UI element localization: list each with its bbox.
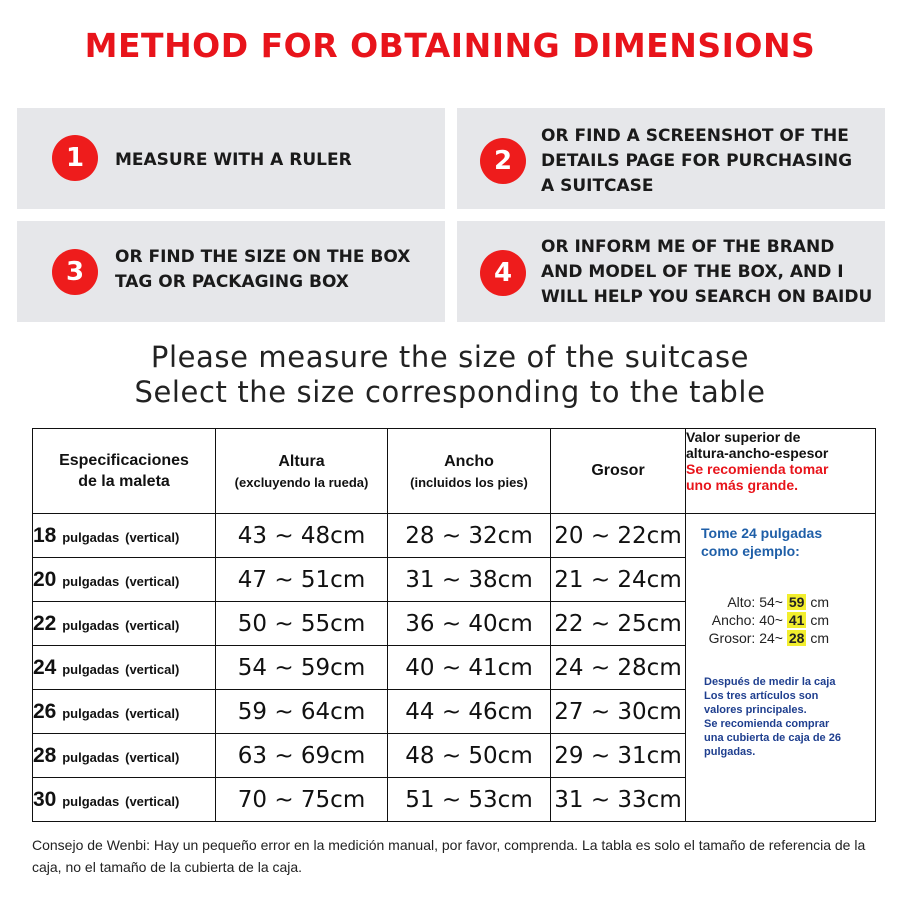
depth-value: 21 ~ 24cm [551, 558, 686, 602]
subtitle-measure: Please measure the size of the suitcase [150, 340, 750, 374]
height-value: 43 ~ 48cm [216, 514, 388, 558]
size-orientation: (vertical) [125, 573, 180, 589]
example-alto-label: Alto: 54~ [727, 594, 783, 610]
header-width-note: (incluidos los pies) [410, 474, 528, 490]
width-value: 40 ~ 41cm [388, 646, 551, 690]
header-height-label: Altura [278, 452, 325, 470]
size-label [33, 558, 216, 602]
example-recommendation-line-3: valores principales. [704, 704, 807, 716]
depth-value: 31 ~ 33cm [551, 778, 686, 822]
example-ancho-unit: cm [810, 612, 829, 628]
header-note-line-1: Valor superior de [686, 429, 801, 445]
size-label [33, 778, 216, 822]
header-note-line-2: altura-ancho-espesor [686, 445, 829, 461]
size-unit: pulgadas [62, 705, 120, 721]
method-text-1: MEASURE WITH A RULER [115, 150, 352, 170]
depth-value: 27 ~ 30cm [551, 690, 686, 734]
depth-value: 24 ~ 28cm [551, 646, 686, 690]
header-width-label: Ancho [444, 452, 494, 470]
example-ancho-label: Ancho: 40~ [711, 612, 783, 628]
height-value: 54 ~ 59cm [216, 646, 388, 690]
size-orientation: (vertical) [125, 749, 180, 765]
method-number-4: 4 [480, 250, 526, 296]
example-title-line-1: Tome 24 pulgadas [701, 525, 823, 541]
width-value: 28 ~ 32cm [388, 514, 551, 558]
size-inches: 18 [33, 523, 57, 547]
size-unit: pulgadas [62, 793, 120, 809]
example-grosor-value: 28 [788, 630, 805, 646]
size-inches: 22 [33, 611, 57, 635]
example-grosor [686, 629, 875, 647]
size-unit: pulgadas [62, 573, 120, 589]
depth-value: 22 ~ 25cm [551, 602, 686, 646]
height-value: 63 ~ 69cm [216, 734, 388, 778]
size-label [33, 514, 216, 558]
method-text-4 [541, 235, 872, 310]
width-value: 36 ~ 40cm [388, 602, 551, 646]
header-note-red-2: uno más grande. [686, 477, 799, 493]
example-alto-unit: cm [810, 594, 829, 610]
header-height [216, 429, 388, 514]
method-number-3: 3 [52, 249, 98, 295]
size-label [33, 646, 216, 690]
method-number-1: 1 [52, 135, 98, 181]
width-value: 48 ~ 50cm [388, 734, 551, 778]
height-value: 59 ~ 64cm [216, 690, 388, 734]
example-ancho-value: 41 [788, 612, 805, 628]
method-number-2: 2 [480, 138, 526, 184]
example-title-line-2: como ejemplo: [701, 543, 800, 559]
size-unit: pulgadas [62, 529, 120, 545]
header-spec-line-2: de la maleta [78, 473, 170, 490]
example-grosor-unit: cm [810, 630, 829, 646]
header-note-red-1: Se recomienda tomar [686, 461, 829, 477]
example-values [686, 593, 875, 647]
width-value: 51 ~ 53cm [388, 778, 551, 822]
method-text-2-line-3: A SUITCASE [541, 176, 654, 196]
method-text-3-line-1: OR FIND THE SIZE ON THE BOX [115, 247, 411, 267]
example-recommendation-line-5: una cubierta de caja de 26 [704, 732, 841, 744]
footnote: Consejo de Wenbi: Hay un pequeño error en la medición manual, por favor, comprenda. La tabla es solo el tamaño de referencia de la caja, no el tamaño de la cubierta de la caja. [32, 837, 866, 875]
example-recommendation-line-2: Los tres artículos son [704, 690, 819, 702]
method-card-1 [17, 108, 445, 209]
size-orientation: (vertical) [125, 529, 180, 545]
method-text-2-line-1: OR FIND A SCREENSHOT OF THE [541, 126, 849, 146]
header-spec [33, 429, 216, 514]
size-inches: 26 [33, 699, 57, 723]
size-table [32, 428, 876, 822]
method-card-4 [457, 221, 885, 322]
size-inches: 24 [33, 655, 57, 679]
header-height-note: (excluyendo la rueda) [234, 474, 369, 490]
example-recommendation-line-6: pulgadas. [704, 746, 756, 758]
example-ancho [686, 611, 875, 629]
example-recommendation-line-1: Después de medir la caja [704, 676, 836, 688]
method-text-2-line-2: DETAILS PAGE FOR PURCHASING [541, 151, 853, 171]
width-value: 31 ~ 38cm [388, 558, 551, 602]
table-header-row [33, 429, 876, 514]
size-label [33, 734, 216, 778]
method-text-3-line-2: TAG OR PACKAGING BOX [115, 272, 349, 292]
size-orientation: (vertical) [125, 705, 180, 721]
table-body [33, 514, 876, 822]
method-text-4-line-3: WILL HELP YOU SEARCH ON BAIDU [541, 287, 873, 307]
example-title [701, 524, 875, 560]
size-inches: 28 [33, 743, 57, 767]
method-text-2 [541, 124, 852, 199]
table-row [33, 514, 876, 558]
depth-value: 29 ~ 31cm [551, 734, 686, 778]
size-unit: pulgadas [62, 661, 120, 677]
example-recommendation [704, 675, 875, 759]
example-grosor-label: Grosor: 24~ [708, 630, 783, 646]
size-orientation: (vertical) [125, 617, 180, 633]
header-note [686, 429, 876, 514]
example-recommendation-line-4: Se recomienda comprar [704, 718, 830, 730]
size-label [33, 602, 216, 646]
method-text-4-line-1: OR INFORM ME OF THE BRAND [541, 237, 835, 257]
subtitle-select: Select the size corresponding to the table [134, 375, 766, 409]
size-orientation: (vertical) [125, 661, 180, 677]
depth-value: 20 ~ 22cm [551, 514, 686, 558]
height-value: 70 ~ 75cm [216, 778, 388, 822]
method-text-3 [115, 245, 410, 295]
size-inches: 30 [33, 787, 57, 811]
header-depth: Grosor [551, 429, 686, 514]
width-value: 44 ~ 46cm [388, 690, 551, 734]
method-text-4-line-2: AND MODEL OF THE BOX, AND I [541, 262, 844, 282]
size-orientation: (vertical) [125, 793, 180, 809]
header-width [388, 429, 551, 514]
example-alto-value: 59 [788, 594, 805, 610]
header-spec-line-1: Especificaciones [59, 452, 189, 469]
page-title: METHOD FOR OBTAINING DIMENSIONS [84, 26, 816, 65]
example-alto [686, 593, 875, 611]
height-value: 47 ~ 51cm [216, 558, 388, 602]
method-card-3 [17, 221, 445, 322]
example-panel [686, 514, 876, 822]
height-value: 50 ~ 55cm [216, 602, 388, 646]
method-card-2 [457, 108, 885, 209]
size-inches: 20 [33, 567, 57, 591]
size-label [33, 690, 216, 734]
size-unit: pulgadas [62, 617, 120, 633]
size-unit: pulgadas [62, 749, 120, 765]
